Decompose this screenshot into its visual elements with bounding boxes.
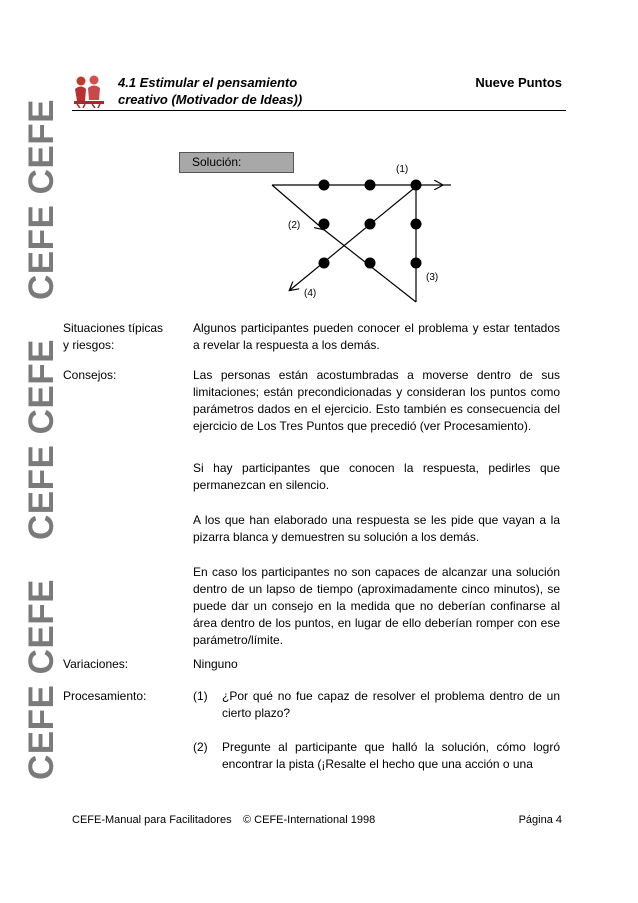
- footer-center: © CEFE-International 1998: [243, 814, 376, 826]
- mark-4: (4): [304, 288, 317, 299]
- variaciones-text: Ninguno: [193, 657, 238, 671]
- consejos-paragraph-3: A los que han elaborado una respuesta se les pide que vayan a la pizarra blanca y demuestren su solución a los demás.: [193, 513, 560, 544]
- solution-label: Solución:: [179, 152, 294, 173]
- dot-grid: [319, 180, 422, 269]
- header-title-line1: 4.1 Estimular el pensamiento: [118, 75, 298, 90]
- situaciones-label-line2: y riesgos:: [63, 338, 115, 352]
- side-watermark-bottom: CEFE CEFE: [22, 579, 61, 780]
- side-watermark-top: CEFE CEFE: [22, 99, 61, 300]
- situaciones-text: Algunos participantes pueden conocer el problema y estar tentados a revelar la respuesta a los demás.: [193, 321, 560, 352]
- situaciones-label: [63, 320, 193, 354]
- footer-left: CEFE-Manual para Facilitadores: [72, 814, 232, 826]
- mark-3: (3): [426, 272, 439, 283]
- footer-page: Página 4: [518, 814, 562, 826]
- header-title: [118, 74, 302, 108]
- consejos-label: Consejos:: [63, 368, 117, 382]
- procesamiento-item-1-number: (1): [193, 689, 208, 703]
- side-watermark-middle: CEFE CEFE: [22, 339, 61, 540]
- procesamiento-item-1-text: ¿Por qué no fue capaz de resolver el problema dentro de un cierto plazo?: [222, 689, 560, 720]
- nine-dots-diagram: [268, 154, 458, 304]
- procesamiento-label: Procesamiento:: [63, 689, 147, 703]
- mark-1: (1): [396, 164, 409, 175]
- solution-line-4: [290, 185, 418, 290]
- header-rule: [72, 110, 566, 111]
- consejos-paragraph-1: Las personas están acostumbradas a moverse dentro de sus limitaciones; están precondicionadas y consideran los puntos como parámetros dados en el ejercicio. Esto también es consecuencia del ejercicio de Los Tres Puntos que precedió (ver Procesamiento).: [193, 368, 560, 433]
- variaciones-label: Variaciones:: [63, 657, 129, 671]
- procesamiento-item-2-text: Pregunte al participante que halló la solución, cómo logró encontrar la pista (¡Resalte el hecho que una acción o una: [222, 740, 560, 771]
- cefe-logo: [72, 74, 106, 108]
- consejos-paragraph-2: Si hay participantes que conocen la respuesta, pedirles que permanezcan en silencio.: [193, 461, 560, 492]
- mark-2: (2): [288, 220, 301, 231]
- header-topic: Nueve Puntos: [475, 75, 562, 90]
- header-title-line2: creativo (Motivador de Ideas)): [118, 92, 303, 107]
- procesamiento-item-2-number: (2): [193, 740, 208, 754]
- consejos-paragraph-4: En caso los participantes no son capaces de alcanzar una solución dentro de un lapso de tiempo (aproximadamente cinco minutos), se puede dar un consejo en la medida que no deberían confinarse al área dentro de los puntos, en lugar de ello deberían romper con ese parámetro/límite.: [193, 565, 560, 647]
- situaciones-label-line1: Situaciones típicas: [63, 321, 164, 335]
